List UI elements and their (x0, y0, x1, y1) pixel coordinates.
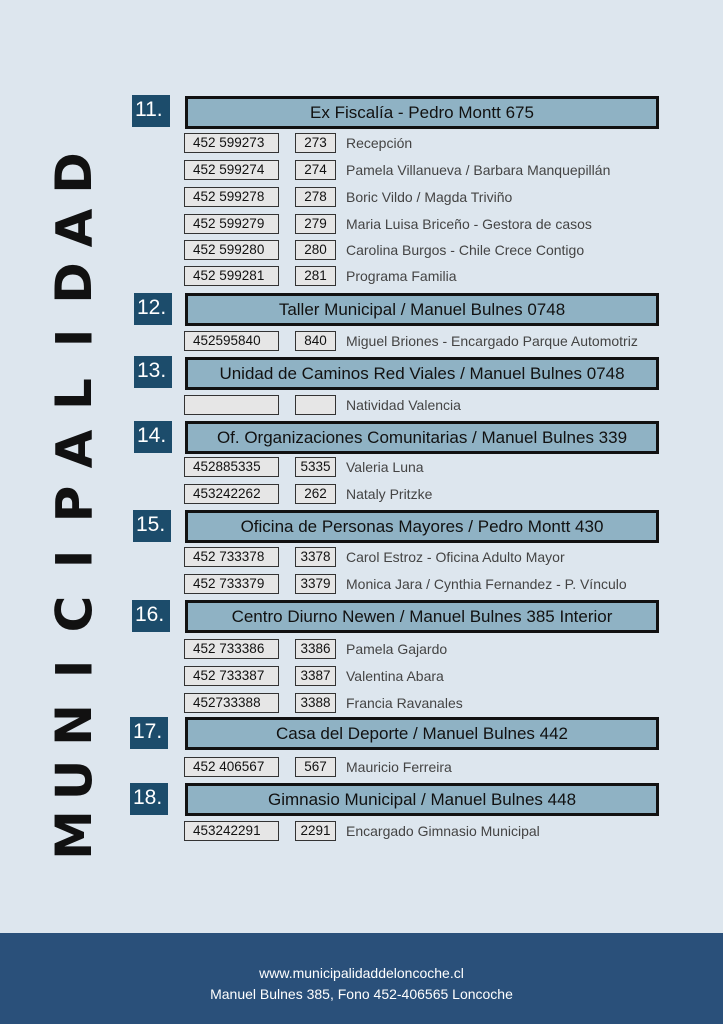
contact-name: Pamela Gajardo (346, 641, 448, 657)
phone-number: 452 599281 (184, 266, 279, 286)
title-letter: M (44, 809, 103, 860)
extension-number: 5335 (295, 457, 336, 477)
extension-number: 567 (295, 757, 336, 777)
footer-website: www.municipalidaddeloncoche.cl (259, 965, 464, 981)
phone-number: 452 733387 (184, 666, 279, 686)
section-number: 11. (132, 95, 170, 127)
extension-number: 280 (295, 240, 336, 260)
phone-number: 452885335 (184, 457, 279, 477)
phone-number: 452 599273 (184, 133, 279, 153)
extension-number: 273 (295, 133, 336, 153)
extension-number: 2291 (295, 821, 336, 841)
contact-name: Pamela Villanueva / Barbara Manquepillán (346, 162, 611, 178)
section-title: Ex Fiscalía - Pedro Montt 675 (185, 96, 659, 129)
phone-number: 453242262 (184, 484, 279, 504)
phone-number: 452 733386 (184, 639, 279, 659)
extension-number: 274 (295, 160, 336, 180)
title-letter: A (44, 208, 103, 248)
phone-number: 452 733379 (184, 574, 279, 594)
section-number: 18. (130, 783, 168, 815)
title-letter: I (44, 549, 103, 569)
extension-number: 281 (295, 266, 336, 286)
contact-name: Natividad Valencia (346, 397, 461, 413)
section-title: Of. Organizaciones Comunitarias / Manuel Bulnes 339 (185, 421, 659, 454)
extension-number: 278 (295, 187, 336, 207)
section-number: 16. (132, 600, 170, 632)
title-letter: L (45, 377, 103, 410)
contact-name: Miguel Briones - Encargado Parque Automotriz (346, 333, 638, 349)
phone-number: 452 733378 (184, 547, 279, 567)
contact-name: Encargado Gimnasio Municipal (346, 823, 540, 839)
footer (0, 933, 723, 1024)
section-title: Unidad de Caminos Red Viales / Manuel Bulnes 0748 (185, 357, 659, 390)
phone-number: 452595840 (184, 331, 279, 351)
contact-name: Carolina Burgos - Chile Crece Contigo (346, 242, 585, 258)
extension-number: 3378 (295, 547, 336, 567)
section-title: Centro Diurno Newen / Manuel Bulnes 385 Interior (185, 600, 659, 633)
title-letter: D (44, 152, 103, 194)
extension-number (295, 395, 336, 415)
extension-number: 840 (295, 331, 336, 351)
section-number: 13. (134, 356, 172, 388)
extension-number: 262 (295, 484, 336, 504)
title-letter: I (44, 329, 103, 348)
phone-number: 452 599274 (184, 160, 279, 180)
phone-number: 452 599278 (184, 187, 279, 207)
contact-name: Carol Estroz - Oficina Adulto Mayor (346, 549, 565, 565)
contact-name: Programa Familia (346, 268, 457, 284)
contact-name: Nataly Pritzke (346, 486, 433, 502)
section-number: 14. (134, 421, 172, 453)
section-number: 12. (134, 293, 172, 325)
extension-number: 3386 (295, 639, 336, 659)
phone-number: 452 406567 (184, 757, 279, 777)
phone-number: 452733388 (184, 693, 279, 713)
extension-number: 3388 (295, 693, 336, 713)
phone-number (184, 395, 279, 415)
contact-name: Valentina Abara (346, 668, 444, 684)
footer-address: Manuel Bulnes 385, Fono 452-406565 Loncoche (210, 986, 513, 1002)
extension-number: 279 (295, 214, 336, 234)
title-letter: U (44, 759, 103, 801)
phone-number: 452 599279 (184, 214, 279, 234)
contact-name: Monica Jara / Cynthia Fernandez - P. Vínculo (346, 576, 627, 592)
contact-name: Maria Luisa Briceño - Gestora de casos (346, 216, 592, 232)
phone-number: 453242291 (184, 821, 279, 841)
vertical-title-municipalidad (44, 148, 104, 860)
contact-name: Mauricio Ferreira (346, 759, 452, 775)
title-letter: D (44, 262, 103, 305)
title-letter: N (44, 703, 103, 746)
title-letter: P (45, 485, 103, 523)
phone-number: 452 599280 (184, 240, 279, 260)
contact-name: Boric Vildo / Magda Triviño (346, 189, 513, 205)
section-title: Oficina de Personas Mayores / Pedro Montt 430 (185, 510, 659, 543)
section-number: 15. (133, 510, 171, 542)
extension-number: 3387 (295, 666, 336, 686)
title-letter: C (44, 595, 103, 633)
title-letter: I (44, 660, 103, 679)
contact-name: Francia Ravanales (346, 695, 463, 711)
section-number: 17. (130, 717, 168, 749)
contact-name: Valeria Luna (346, 459, 424, 475)
title-letter: A (44, 429, 103, 469)
contact-name: Recepción (346, 135, 413, 151)
extension-number: 3379 (295, 574, 336, 594)
section-title: Gimnasio Municipal / Manuel Bulnes 448 (185, 783, 659, 816)
section-title: Taller Municipal / Manuel Bulnes 0748 (185, 293, 659, 326)
section-title: Casa del Deporte / Manuel Bulnes 442 (185, 717, 659, 750)
